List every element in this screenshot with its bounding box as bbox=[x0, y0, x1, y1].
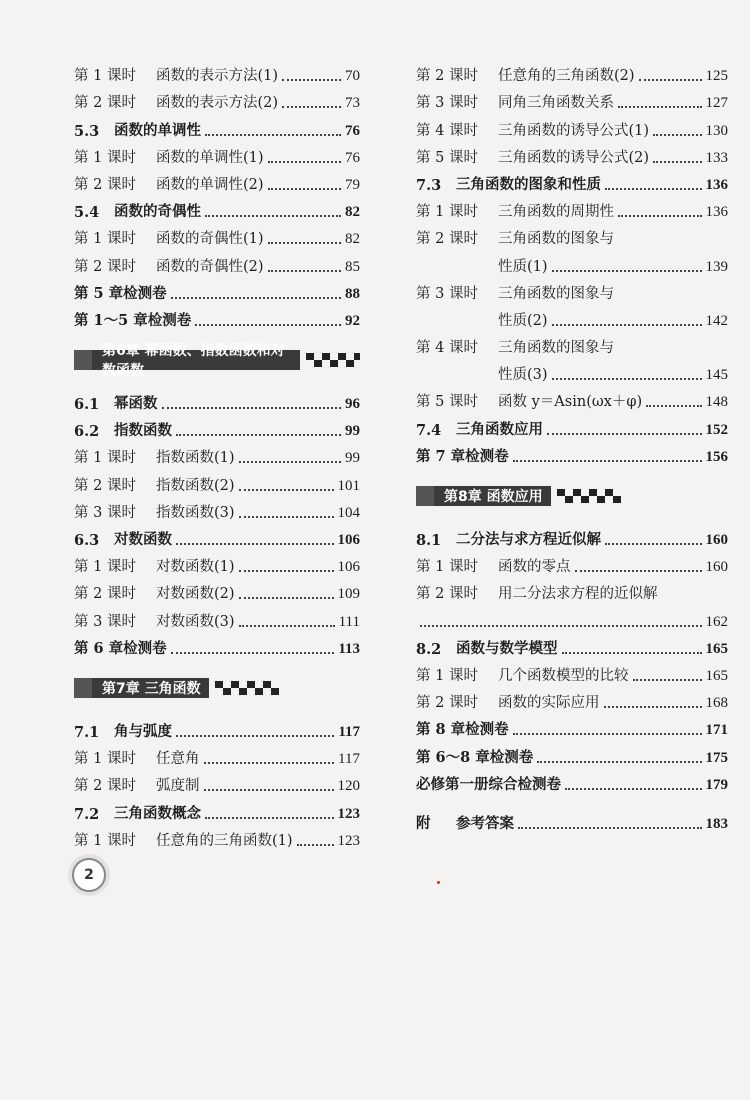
toc-entry[interactable] bbox=[416, 767, 728, 794]
lesson-label: 第 1 课时 bbox=[416, 204, 478, 221]
chapter-banner bbox=[416, 478, 728, 514]
leader-dots bbox=[639, 78, 702, 81]
toc-entry-line[interactable] bbox=[416, 303, 728, 330]
leader-dots bbox=[518, 826, 702, 829]
toc-entry[interactable] bbox=[416, 140, 728, 167]
lesson-label: 第 3 课时 bbox=[416, 285, 478, 302]
lesson-label: 第 2 课时 bbox=[74, 586, 136, 603]
section-number: 5.4 bbox=[74, 204, 100, 222]
page-ref: 175 bbox=[705, 749, 728, 766]
page-ref: 82 bbox=[345, 231, 360, 248]
toc-entry[interactable] bbox=[416, 549, 728, 576]
entry-title: 第 7 章检测卷 bbox=[416, 447, 509, 465]
leader-dots bbox=[176, 433, 341, 436]
entry-title: 用二分法求方程的近似解 bbox=[498, 586, 658, 603]
page-ref: 76 bbox=[345, 122, 360, 139]
toc-entry-line[interactable] bbox=[416, 576, 728, 603]
page-ref: 88 bbox=[345, 285, 360, 302]
page-ref: 127 bbox=[705, 95, 728, 112]
bleed-through-text bbox=[80, 900, 84, 915]
page-ref: 70 bbox=[345, 68, 360, 85]
toc-entry[interactable] bbox=[74, 140, 360, 167]
checker-decoration bbox=[557, 489, 621, 503]
lesson-label: 第 2 课时 bbox=[416, 231, 478, 248]
entry-title-cont: 性质(2) bbox=[498, 312, 548, 329]
toc-entry[interactable] bbox=[74, 741, 360, 768]
toc-entry[interactable] bbox=[416, 58, 728, 85]
leader-dots bbox=[239, 515, 334, 518]
page-ref: 82 bbox=[345, 204, 360, 221]
page-ref: 136 bbox=[705, 176, 728, 193]
leader-dots bbox=[562, 651, 702, 654]
page-ref: 111 bbox=[338, 613, 360, 630]
entry-title: 函数的单调性(1) bbox=[156, 149, 264, 166]
leader-dots bbox=[297, 843, 334, 846]
leader-dots bbox=[171, 296, 341, 299]
toc-entry[interactable] bbox=[74, 823, 360, 850]
toc-entry[interactable] bbox=[416, 685, 728, 712]
entry-title: 三角函数的图象与 bbox=[498, 340, 614, 357]
page-ref: 160 bbox=[705, 532, 728, 548]
toc-entry[interactable] bbox=[416, 411, 728, 438]
lesson-label: 第 1 课时 bbox=[74, 231, 136, 248]
lesson-label: 第 1 课时 bbox=[74, 559, 136, 576]
toc-right-column bbox=[416, 58, 728, 833]
chapter-title: 第6章 幂函数、指数函数和对数函数 bbox=[74, 350, 300, 370]
leader-dots bbox=[605, 542, 702, 545]
page-ref: 85 bbox=[345, 258, 360, 275]
leader-dots bbox=[552, 323, 702, 326]
lesson-label: 第 2 课时 bbox=[74, 477, 136, 494]
leader-dots bbox=[268, 187, 341, 190]
page-ref: 117 bbox=[338, 751, 360, 768]
leader-dots bbox=[513, 459, 702, 462]
toc-entry[interactable] bbox=[74, 795, 360, 822]
entry-title: 弧度制 bbox=[156, 778, 200, 795]
lesson-label: 第 1 课时 bbox=[74, 149, 136, 166]
entry-title: 函数的表示方法(1) bbox=[156, 68, 279, 85]
entry-title: 第 6～8 章检测卷 bbox=[416, 748, 534, 766]
toc-entry[interactable] bbox=[74, 112, 360, 139]
toc-entry[interactable] bbox=[416, 112, 728, 139]
ink-speck bbox=[437, 881, 440, 884]
entry-title: 三角函数的图象与 bbox=[498, 285, 614, 302]
entry-title: 同角三角函数关系 bbox=[498, 95, 614, 112]
toc-entry-line[interactable] bbox=[416, 330, 728, 357]
toc-entry[interactable] bbox=[416, 194, 728, 221]
page-ref: 156 bbox=[705, 448, 728, 465]
entry-title: 参考答案 bbox=[456, 814, 514, 832]
section-number: 附 bbox=[416, 814, 431, 832]
entry-title: 对数函数 bbox=[114, 531, 172, 548]
leader-dots bbox=[604, 705, 702, 708]
lesson-label: 第 2 课时 bbox=[74, 258, 136, 275]
toc-entry[interactable] bbox=[74, 221, 360, 248]
toc-entry[interactable] bbox=[74, 576, 360, 603]
lesson-label: 第 2 课时 bbox=[74, 176, 136, 193]
lesson-label: 第 1 课时 bbox=[74, 450, 136, 467]
section-number: 7.4 bbox=[416, 421, 442, 439]
page-ref: 79 bbox=[345, 176, 360, 193]
entry-title: 函数与数学模型 bbox=[456, 639, 558, 657]
page-ref: 142 bbox=[705, 312, 728, 329]
entry-title: 第 1～5 章检测卷 bbox=[74, 311, 192, 329]
page-ref: 120 bbox=[337, 778, 360, 795]
page-ref: 165 bbox=[705, 667, 728, 684]
toc-entry[interactable] bbox=[416, 806, 728, 833]
section-number: 7.1 bbox=[74, 723, 100, 741]
toc-entry[interactable] bbox=[416, 712, 728, 739]
toc-entry[interactable] bbox=[74, 85, 360, 112]
toc-entry[interactable] bbox=[74, 303, 360, 330]
entry-title: 三角函数概念 bbox=[114, 804, 201, 822]
toc-entry[interactable] bbox=[74, 467, 360, 494]
toc-left-column bbox=[74, 58, 360, 850]
toc-entry-line[interactable] bbox=[416, 357, 728, 384]
entry-title: 指数函数(1) bbox=[156, 450, 235, 467]
entry-title: 角与弧度 bbox=[114, 722, 172, 740]
leader-dots bbox=[239, 488, 334, 491]
toc-entry[interactable] bbox=[74, 603, 360, 630]
page-ref: 99 bbox=[345, 450, 360, 467]
page-ref: 73 bbox=[345, 95, 360, 112]
toc-entry[interactable] bbox=[74, 248, 360, 275]
entry-title: 指数函数(2) bbox=[156, 477, 235, 494]
entry-title: 对数函数(3) bbox=[156, 613, 235, 630]
section-number: 7.2 bbox=[74, 805, 100, 823]
lesson-label: 第 2 课时 bbox=[416, 586, 478, 603]
lesson-label: 第 5 课时 bbox=[416, 394, 478, 411]
lesson-label: 第 5 课时 bbox=[416, 149, 478, 166]
leader-dots bbox=[282, 105, 341, 108]
lesson-label: 第 3 课时 bbox=[416, 95, 478, 112]
page-ref: 125 bbox=[705, 68, 728, 85]
toc-entry[interactable] bbox=[74, 194, 360, 221]
leader-dots bbox=[239, 460, 341, 463]
page-ref: 152 bbox=[705, 421, 728, 438]
section-number: 5.3 bbox=[74, 122, 100, 140]
leader-dots bbox=[653, 133, 701, 136]
leader-dots bbox=[171, 651, 335, 654]
lesson-label: 第 1 课时 bbox=[416, 667, 478, 684]
page-ref: 117 bbox=[338, 723, 360, 740]
entry-title-cont: 性质(3) bbox=[498, 367, 548, 384]
page-ref: 183 bbox=[705, 815, 728, 832]
entry-title: 函数的实际应用 bbox=[498, 695, 600, 712]
checker-decoration bbox=[306, 353, 360, 367]
leader-dots bbox=[513, 732, 702, 735]
leader-dots bbox=[239, 596, 334, 599]
entry-title: 函数的奇偶性 bbox=[114, 203, 201, 221]
page-ref: 179 bbox=[705, 776, 728, 793]
section-number: 6.3 bbox=[74, 532, 100, 549]
toc-entry[interactable] bbox=[74, 413, 360, 440]
entry-title: 三角函数应用 bbox=[456, 420, 543, 438]
toc-entry[interactable] bbox=[416, 522, 728, 549]
toc-entry[interactable] bbox=[416, 631, 728, 658]
toc-entry[interactable] bbox=[74, 631, 360, 658]
entry-title: 任意角的三角函数(2) bbox=[498, 68, 635, 85]
page-ref: 162 bbox=[705, 613, 728, 630]
entry-title: 函数的奇偶性(2) bbox=[156, 258, 264, 275]
entry-title: 函数的单调性(2) bbox=[156, 176, 264, 193]
page-ref: 96 bbox=[345, 396, 360, 413]
leader-dots bbox=[176, 734, 334, 737]
entry-title: 幂函数 bbox=[114, 395, 158, 413]
toc-entry[interactable] bbox=[74, 167, 360, 194]
leader-dots bbox=[420, 624, 702, 627]
leader-dots bbox=[646, 404, 701, 407]
toc-entry[interactable] bbox=[74, 768, 360, 795]
leader-dots bbox=[239, 569, 334, 572]
chapter-title: 第8章 函数应用 bbox=[416, 486, 551, 506]
leader-dots bbox=[205, 133, 341, 136]
page-ref: 123 bbox=[337, 805, 360, 822]
entry-title: 第 5 章检测卷 bbox=[74, 284, 167, 302]
toc-entry-line[interactable] bbox=[416, 603, 728, 630]
lesson-label: 第 1 课时 bbox=[416, 559, 478, 576]
leader-dots bbox=[282, 78, 341, 81]
leader-dots bbox=[204, 788, 334, 791]
leader-dots bbox=[205, 816, 334, 819]
lesson-label: 第 2 课时 bbox=[416, 68, 478, 85]
lesson-label: 第 4 课时 bbox=[416, 340, 478, 357]
toc-entry-line[interactable] bbox=[416, 221, 728, 248]
leader-dots bbox=[268, 241, 341, 244]
page-ref: 101 bbox=[337, 477, 360, 494]
page-number: 2 bbox=[72, 858, 106, 892]
leader-dots bbox=[176, 542, 334, 545]
toc-entry[interactable] bbox=[416, 167, 728, 194]
entry-title: 必修第一册综合检测卷 bbox=[416, 775, 561, 793]
leader-dots bbox=[575, 569, 702, 572]
page-ref: 99 bbox=[345, 423, 360, 440]
entry-title: 对数函数(1) bbox=[156, 559, 235, 576]
page-ref: 130 bbox=[705, 122, 728, 139]
lesson-label: 第 2 课时 bbox=[74, 778, 136, 795]
lesson-label: 第 3 课时 bbox=[74, 504, 136, 521]
toc-entry[interactable] bbox=[74, 549, 360, 576]
leader-dots bbox=[162, 406, 342, 409]
page-ref: 136 bbox=[705, 204, 728, 221]
section-number: 6.2 bbox=[74, 423, 100, 441]
toc-entry[interactable] bbox=[74, 714, 360, 741]
page-ref: 123 bbox=[337, 832, 360, 849]
lesson-label: 第 1 课时 bbox=[74, 751, 136, 768]
entry-title: 函数的零点 bbox=[498, 559, 571, 576]
leader-dots bbox=[633, 678, 702, 681]
spacer bbox=[416, 794, 728, 806]
entry-title: 任意角 bbox=[156, 751, 200, 768]
page-ref: 160 bbox=[705, 559, 728, 576]
section-number: 6.1 bbox=[74, 396, 100, 414]
page-ref: 92 bbox=[345, 312, 360, 329]
page-ref: 139 bbox=[705, 258, 728, 275]
entry-title: 函数 y＝Asin(ωx＋φ) bbox=[498, 394, 643, 411]
toc-entry[interactable] bbox=[74, 495, 360, 522]
lesson-label: 第 2 课时 bbox=[74, 95, 136, 112]
entry-title: 几个函数模型的比较 bbox=[498, 667, 629, 684]
section-number: 8.2 bbox=[416, 640, 442, 658]
page-ref: 76 bbox=[345, 149, 360, 166]
entry-title: 第 6 章检测卷 bbox=[74, 639, 167, 657]
lesson-label: 第 4 课时 bbox=[416, 122, 478, 139]
page-ref: 109 bbox=[337, 586, 360, 603]
section-number: 7.3 bbox=[416, 176, 442, 194]
entry-title: 函数的奇偶性(1) bbox=[156, 231, 264, 248]
leader-dots bbox=[195, 323, 341, 326]
toc-entry[interactable] bbox=[416, 85, 728, 112]
leader-dots bbox=[268, 160, 341, 163]
section-number: 8.1 bbox=[416, 532, 442, 549]
toc-entry[interactable] bbox=[416, 384, 728, 411]
page-ref: 148 bbox=[705, 394, 728, 411]
chapter-title: 第7章 三角函数 bbox=[74, 678, 209, 698]
page-ref: 113 bbox=[338, 640, 360, 657]
toc-entry[interactable] bbox=[74, 58, 360, 85]
leader-dots bbox=[205, 214, 341, 217]
entry-title: 函数的单调性 bbox=[114, 121, 201, 139]
leader-dots bbox=[239, 624, 335, 627]
leader-dots bbox=[204, 761, 335, 764]
entry-title: 三角函数的图象与 bbox=[498, 231, 614, 248]
toc-entry[interactable] bbox=[416, 739, 728, 766]
lesson-label: 第 2 课时 bbox=[416, 695, 478, 712]
entry-title-cont: 性质(1) bbox=[498, 258, 548, 275]
entry-title: 三角函数的图象和性质 bbox=[456, 175, 601, 193]
entry-title: 指数函数 bbox=[114, 422, 172, 440]
leader-dots bbox=[618, 214, 702, 217]
toc-entry[interactable] bbox=[74, 522, 360, 549]
entry-title: 第 8 章检测卷 bbox=[416, 721, 509, 739]
entry-title: 三角函数的诱导公式(1) bbox=[498, 122, 650, 139]
entry-title: 对数函数(2) bbox=[156, 586, 235, 603]
entry-title: 三角函数的周期性 bbox=[498, 204, 614, 221]
leader-dots bbox=[537, 760, 701, 763]
lesson-label: 第 1 课时 bbox=[74, 832, 136, 849]
page-ref: 171 bbox=[705, 722, 728, 739]
toc-entry[interactable] bbox=[416, 658, 728, 685]
lesson-label: 第 3 课时 bbox=[74, 613, 136, 630]
entry-title: 二分法与求方程近似解 bbox=[456, 531, 601, 548]
page-ref: 145 bbox=[705, 367, 728, 384]
lesson-label: 第 1 课时 bbox=[74, 68, 136, 85]
leader-dots bbox=[653, 160, 701, 163]
toc-entry[interactable] bbox=[416, 439, 728, 466]
entry-title: 指数函数(3) bbox=[156, 504, 235, 521]
leader-dots bbox=[565, 787, 702, 790]
chapter-banner bbox=[74, 670, 360, 706]
checker-decoration bbox=[215, 681, 279, 695]
page-ref: 106 bbox=[337, 559, 360, 576]
toc-entry-line[interactable] bbox=[416, 248, 728, 275]
toc-entry[interactable] bbox=[74, 276, 360, 303]
page-ref: 165 bbox=[705, 640, 728, 657]
entry-title: 任意角的三角函数(1) bbox=[156, 832, 293, 849]
leader-dots bbox=[605, 187, 702, 190]
page-ref: 168 bbox=[705, 695, 728, 712]
page-ref: 104 bbox=[337, 504, 360, 521]
page-ref: 106 bbox=[337, 532, 360, 548]
leader-dots bbox=[268, 269, 341, 272]
leader-dots bbox=[547, 432, 702, 435]
toc-entry[interactable] bbox=[74, 440, 360, 467]
chapter-banner bbox=[74, 342, 360, 378]
leader-dots bbox=[552, 377, 702, 380]
toc-entry[interactable] bbox=[74, 386, 360, 413]
leader-dots bbox=[618, 105, 702, 108]
entry-title: 函数的表示方法(2) bbox=[156, 95, 279, 112]
toc-entry-line[interactable] bbox=[416, 276, 728, 303]
entry-title: 三角函数的诱导公式(2) bbox=[498, 149, 650, 166]
page-ref: 133 bbox=[705, 149, 728, 166]
leader-dots bbox=[552, 269, 702, 272]
